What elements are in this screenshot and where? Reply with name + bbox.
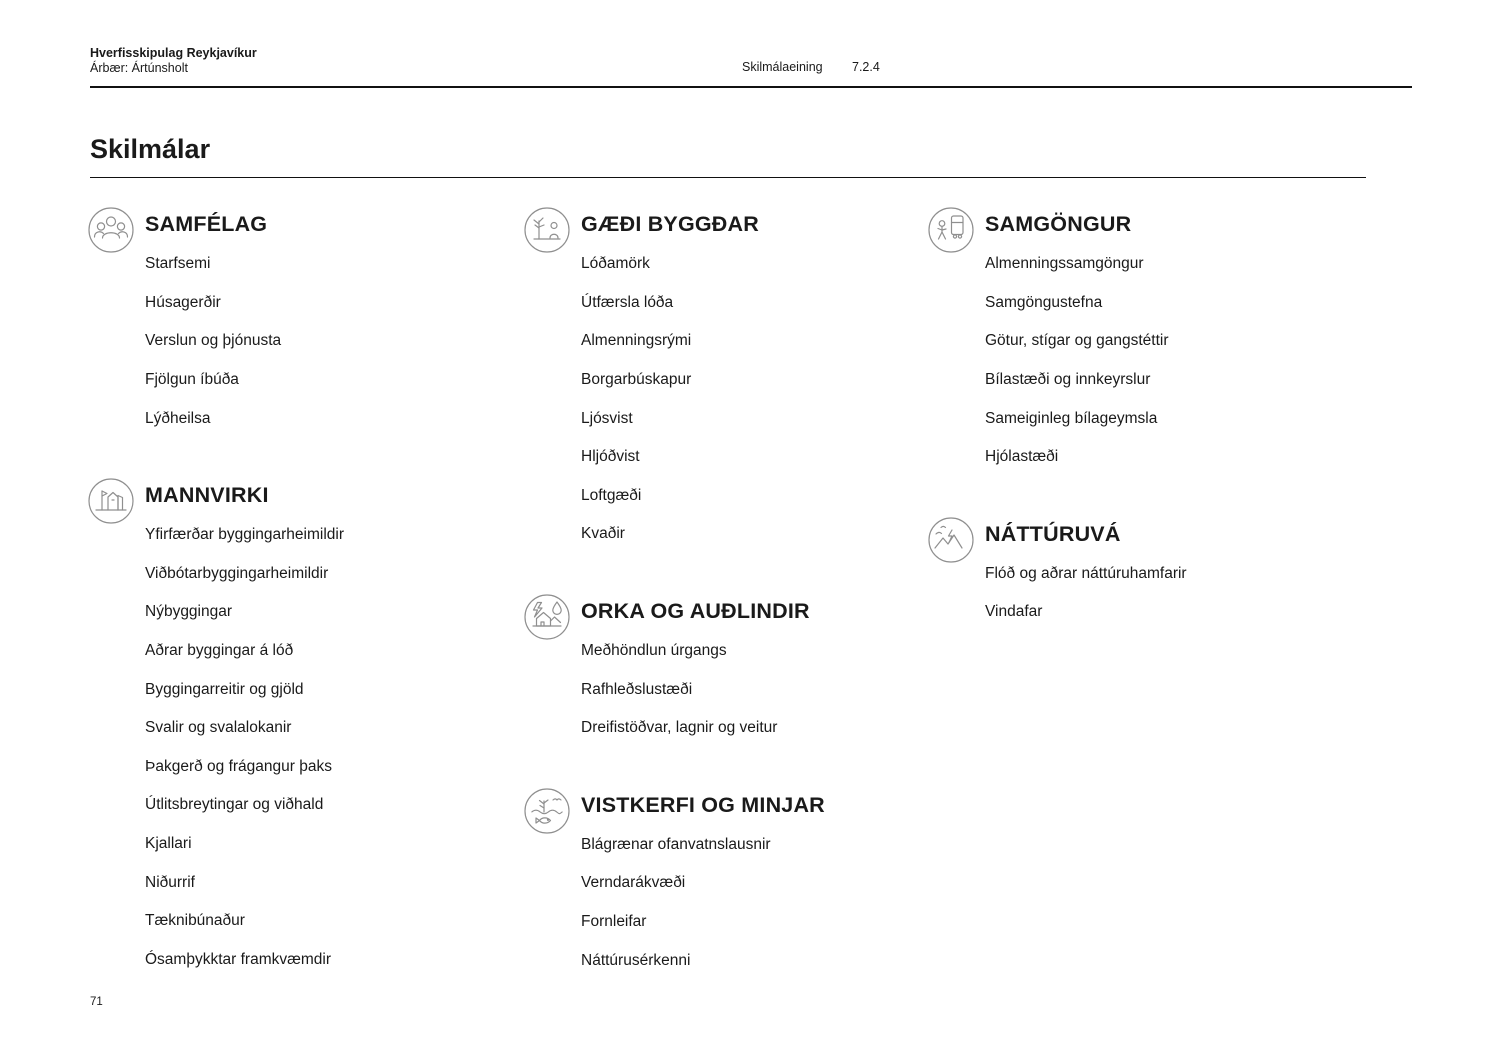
section-item: Götur, stígar og gangstéttir [985,332,1169,350]
section-item: Viðbótarbyggingarheimildir [145,564,329,582]
section-item: Fornleifar [581,913,647,931]
section-item: Útfærsla lóða [581,293,674,311]
section-item: Verslun og þjónusta [145,332,282,350]
column-1 [88,207,520,979]
column-3 [928,207,1418,632]
section-item: Ljósvist [581,409,633,427]
section-item-list [524,632,924,748]
section-item: Kvaðir [581,525,625,543]
header-divider [90,86,1412,88]
section-item: Loftgæði [581,486,642,504]
header-district-subtitle: Árbær: Ártúnsholt [90,61,188,75]
section-heading: GÆÐI BYGGÐAR [581,212,759,236]
section-samgongur [928,207,1418,477]
section-heading: NÁTTÚRUVÁ [985,521,1121,546]
section-item: Meðhöndlun úrgangs [581,642,727,660]
section-item-list [928,555,1418,632]
section-heading: SAMGÖNGUR [985,212,1132,236]
title-divider [90,177,1366,178]
page-number: 71 [90,996,103,1008]
section-item: Starfsemi [145,255,211,273]
section-vistkerfi-minjar [524,788,924,980]
section-item: Hjólastæði [985,448,1059,466]
section-item-list [524,245,924,554]
section-gaedi-byggdar [524,207,924,554]
section-item: Aðrar byggingar á lóð [145,642,294,660]
header-org-title: Hverfisskipulag Reykjavíkur [90,46,257,60]
section-item-list [524,826,924,980]
section-item: Hljóðvist [581,448,640,466]
section-heading: VISTKERFI OG MINJAR [581,792,825,817]
section-heading: SAMFÉLAG [145,212,268,236]
section-item: Nýbyggingar [145,603,233,621]
section-heading: ORKA OG AUÐLINDIR [581,598,810,623]
section-item: Verndarákvæði [581,874,686,892]
section-heading: MANNVIRKI [145,482,269,507]
community-people-icon [88,207,134,253]
section-item-list [88,516,520,979]
section-item: Byggingarreitir og gjöld [145,680,304,698]
section-item-list [928,245,1418,477]
section-orka-audlindir [524,594,924,748]
section-item: Samgöngustefna [985,293,1103,311]
section-item: Útlitsbreytingar og viðhald [145,796,324,814]
section-item: Almenningsrými [581,332,692,350]
section-item: Fjölgun íbúða [145,371,239,389]
section-item: Húsagerðir [145,293,221,311]
section-item: Rafhleðslustæði [581,680,693,698]
section-samfelag [88,207,520,438]
section-item: Svalir og svalalokanir [145,719,292,737]
energy-house-icon [524,594,570,640]
ecosystem-fish-icon [524,788,570,834]
section-natturuva [928,517,1418,632]
column-2 [524,207,924,980]
section-item: Vindafar [985,603,1043,621]
section-item: Tæknibúnaður [145,912,245,930]
section-item: Ósamþykktar framkvæmdir [145,950,332,968]
header-unit-number: 7.2.4 [852,60,880,74]
mountains-lightning-icon [928,517,974,563]
section-item: Sameiginleg bílageymsla [985,409,1158,427]
section-item: Lýðheilsa [145,409,211,427]
section-item: Lóðamörk [581,255,650,273]
section-item: Blágrænar ofanvatnslausnir [581,835,771,853]
section-item: Almenningssamgöngur [985,255,1144,273]
section-item: Kjallari [145,835,192,853]
section-item: Niðurrif [145,873,195,891]
section-item: Dreifistöðvar, lagnir og veitur [581,719,778,737]
page-title: Skilmálar [90,134,211,164]
bus-pedestrian-icon [928,207,974,253]
buildings-crane-icon [88,478,134,524]
section-item: Náttúrusérkenni [581,951,691,969]
section-item: Þakgerð og frágangur þaks [145,757,332,775]
section-mannvirki [88,478,520,979]
section-item-list [88,245,520,438]
section-item: Yfirfærðar byggingarheimildir [145,526,344,544]
section-item: Bílastæði og innkeyrslur [985,371,1151,389]
header-unit-label: Skilmálaeining [742,60,823,74]
tree-person-icon [524,207,570,253]
section-item: Borgarbúskapur [581,371,692,389]
section-item: Flóð og aðrar náttúruhamfarir [985,564,1187,582]
